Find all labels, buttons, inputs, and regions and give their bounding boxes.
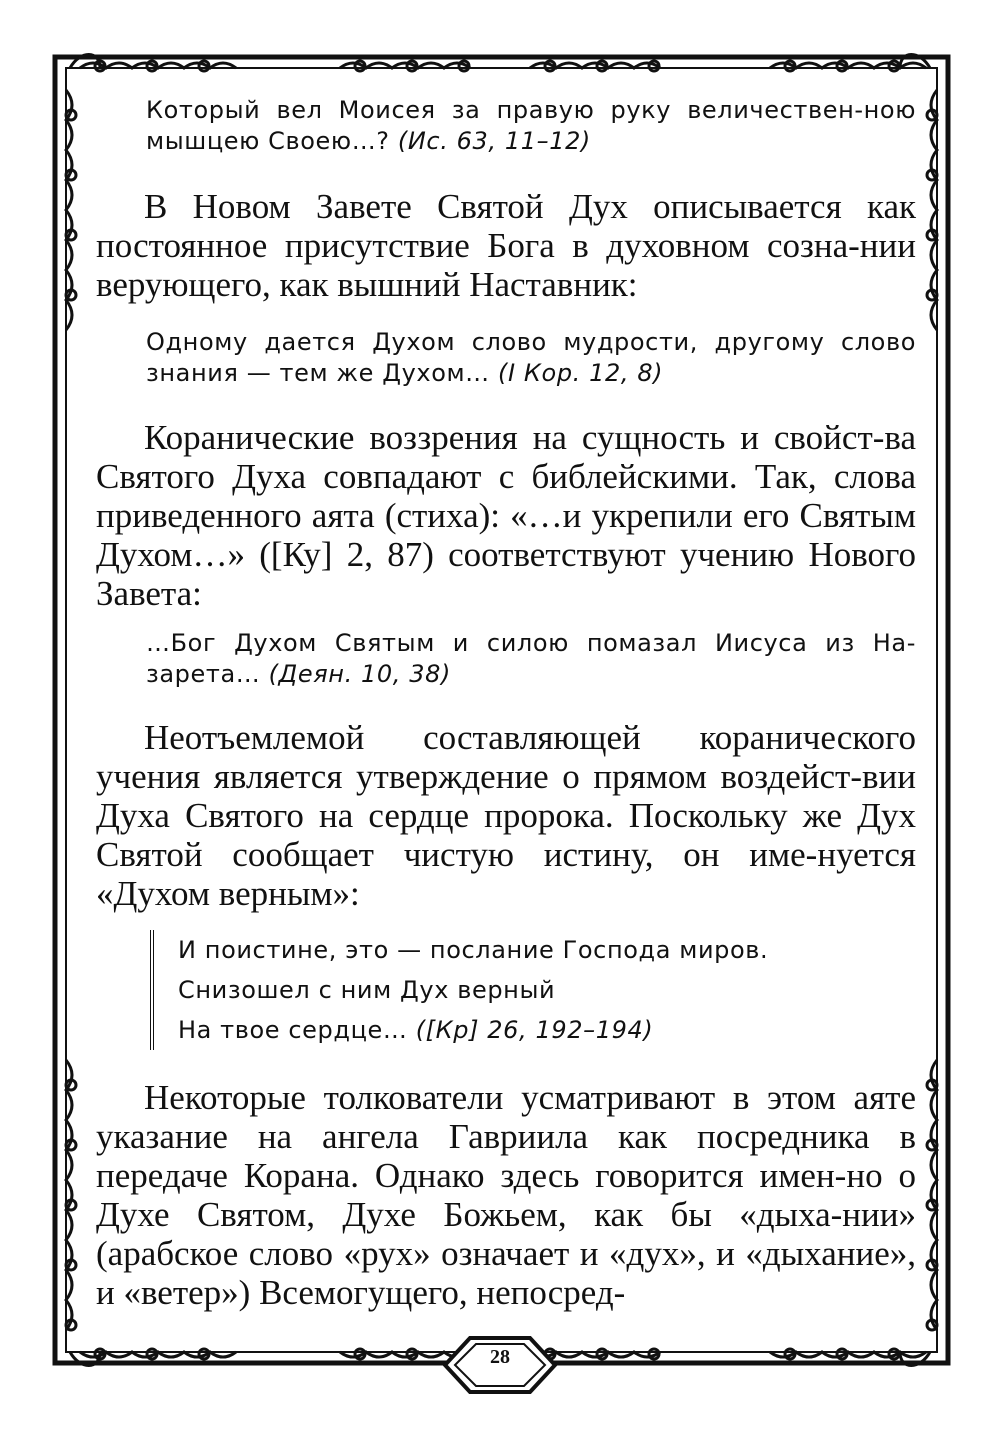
verse-line: [178, 1010, 938, 1050]
page-number: 28: [490, 1346, 510, 1368]
quote-block: [146, 628, 916, 690]
quote-reference: (I Кор. 12, 8): [498, 359, 664, 387]
quote-block: [146, 327, 916, 389]
paragraph-text: Коранические воззрения на сущность и свойст-ва Святого Духа совпадают с библейскими. Так, слова приведенного аята (стиха): «…и укрепили его Святым Духом…» ([Ку] 2, 87) соответствуют учению Нового Завета:: [96, 418, 916, 613]
paragraph-text: Некоторые толкователи усматривают в этом аяте указание на ангела Гавриила как посредника в передаче Корана. Однако здесь говорится имен-но о Духе Святом, Духе Божьем, как бы «дыха-нии» (арабское слово «рух» означает и «дух», и «дыхание», и «ветер») Всемогущего, непосред-: [96, 1078, 916, 1312]
quote-text: …Бог Духом Святым и силою помазал Иисуса из На-зарета…: [146, 629, 916, 688]
paragraph-text: В Новом Завете Святой Дух описывается как постоянное присутствие Бога в духовном созна-нии верующего, как вышний Наставник:: [96, 187, 916, 304]
paragraph-block: [96, 187, 916, 304]
quote-text: Который вел Моисея за правую руку величествен-ною мышцею Своею…?: [146, 96, 916, 155]
paragraph-text: Неотъемлемой составляющей коранического учения является утверждение о прямом воздейст-вии Духа Святого на сердце пророка. Поскольку же Дух Святой сообщает чистую истину, он име-нуется «Духом верным»:: [96, 718, 916, 913]
verse-line: И поистине, это — послание Господа миров.: [178, 936, 769, 964]
verse-line: Снизошел с ним Дух верный: [178, 976, 556, 1004]
quote-text: Одному дается Духом слово мудрости, другому слово знания — тем же Духом…: [146, 328, 916, 387]
paragraph-block: [96, 418, 916, 613]
verse-line-text: На твое сердце…: [178, 1016, 408, 1044]
paragraph-block: [96, 718, 916, 913]
quote-reference: (Деян. 10, 38): [268, 660, 451, 688]
quote-block: [146, 95, 916, 157]
paragraph-block: [96, 1078, 916, 1312]
quote-reference: (Ис. 63, 11–12): [397, 127, 591, 155]
verse-block: [150, 930, 938, 1050]
verse-reference: ([Кр] 26, 192–194): [415, 1016, 654, 1044]
